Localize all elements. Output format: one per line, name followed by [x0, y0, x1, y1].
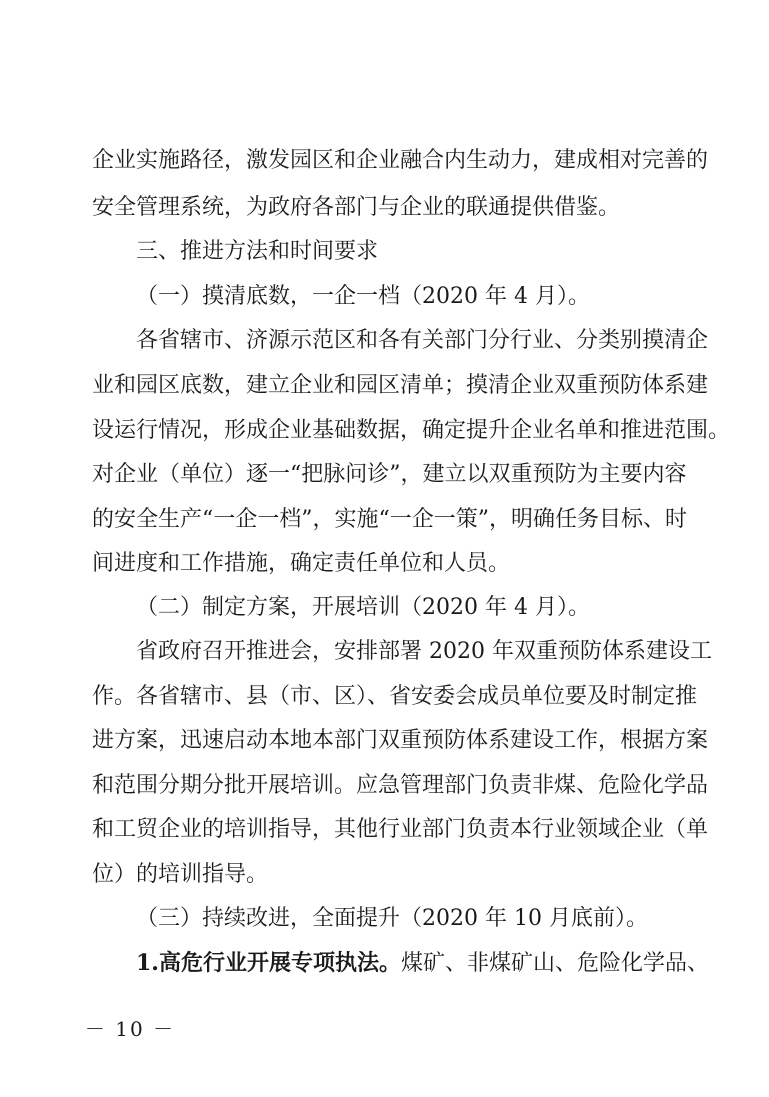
text: 和工贸企业的培训指导，其他行业部门负责本行业领域企业（单	[92, 817, 709, 842]
text: 的安全生产“一企一档”，实施“一企一策”，明确任务目标、时	[92, 507, 687, 532]
text: 设运行情况，形成企业基础数据，确定提升企业名单和推进范围。	[92, 418, 731, 443]
paragraph-line	[92, 146, 709, 176]
text: （一）摸清底数，一企一档（2020 年 4 月）。	[136, 284, 590, 309]
text: 省政府召开推进会，安排部署 2020 年双重预防体系建设工	[136, 639, 712, 664]
text: 对企业（单位）逐一“把脉问诊”，建立以双重预防为主要内容	[92, 462, 687, 487]
text: 企业实施路径，激发园区和企业融合内生动力，建成相对完善的	[92, 148, 709, 173]
paragraph-line	[92, 371, 709, 401]
paragraph-line	[92, 549, 682, 579]
text: （三）持续改进，全面提升（2020 年 10 月底前）。	[136, 906, 648, 931]
paragraph-line	[92, 771, 709, 801]
item-heading: 1.高危行业开展专项执法。	[136, 950, 401, 976]
paragraph-line	[92, 460, 687, 490]
text: 各省辖市、济源示范区和各有关部门分行业、分类别摸清企	[136, 328, 709, 353]
paragraph-line	[136, 637, 712, 667]
paragraph-line	[92, 416, 731, 446]
text: 位）的培训指导。	[92, 862, 269, 887]
paragraph-line	[136, 948, 709, 979]
paragraph-line	[92, 815, 709, 845]
text: 作。各省辖市、县（市、区）、省安委会成员单位要及时制定推	[92, 684, 698, 709]
text: 煤矿、非煤矿山、危险化学品、	[400, 951, 709, 976]
text: （二）制定方案，开展培训（2020 年 4 月）。	[136, 595, 590, 620]
paragraph-line	[92, 505, 687, 535]
paragraph-line	[136, 326, 709, 356]
paragraph-line	[92, 726, 709, 756]
page-number: － 10 －	[84, 1017, 176, 1041]
text: 安全管理系统，为政府各部门与企业的联通提供借鉴。	[92, 195, 621, 220]
paragraph-line	[92, 860, 682, 890]
paragraph-line	[92, 682, 698, 712]
subsection-heading	[136, 904, 682, 934]
text: 间进度和工作措施，确定责任单位和人员。	[92, 551, 511, 576]
text: 业和园区底数，建立企业和园区清单；摸清企业双重预防体系建	[92, 373, 709, 398]
text: 和范围分期分批开展培训。应急管理部门负责非煤、危险化学品	[92, 773, 709, 798]
text: 三、推进方法和时间要求	[136, 239, 379, 264]
subsection-heading	[136, 282, 682, 312]
text: 进方案，迅速启动本地本部门双重预防体系建设工作，根据方案	[92, 728, 709, 753]
paragraph-line	[92, 193, 682, 223]
section-heading	[136, 237, 682, 267]
subsection-heading	[136, 593, 682, 623]
